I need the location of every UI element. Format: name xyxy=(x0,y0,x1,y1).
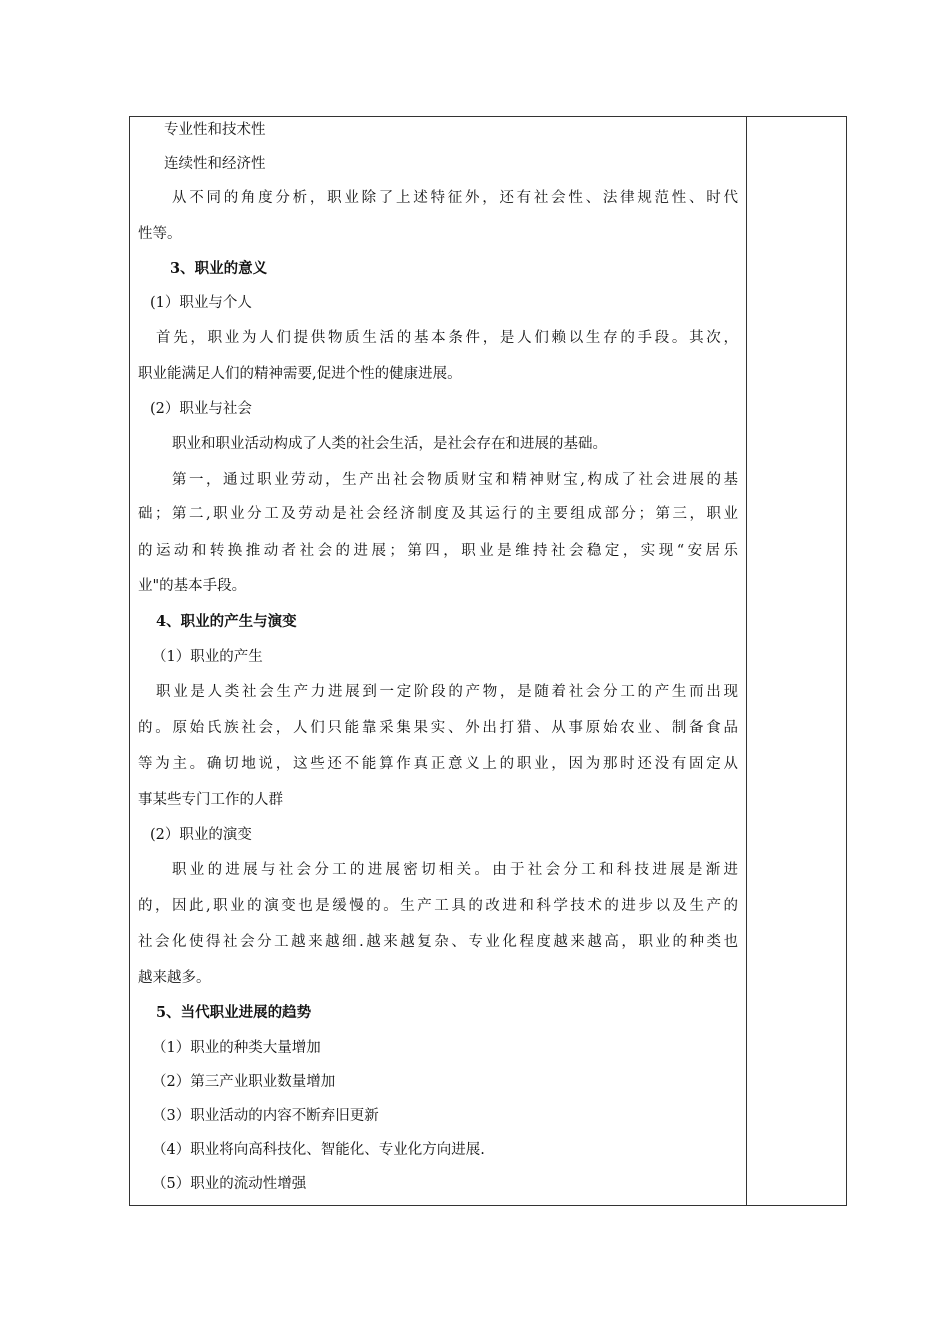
text-line: 越来越多。 xyxy=(138,970,211,986)
text-line: 职业能满足人们的精神需要,促进个性的健康进展。 xyxy=(138,366,462,382)
text-line: 从不同的角度分析，职业除了上述特征外，还有社会性、法律规范性、时代 xyxy=(172,190,738,206)
text-line: 的，因此,职业的演变也是缓慢的。生产工具的改进和科学技术的进步以及生产的 xyxy=(138,898,738,914)
text-line: 第一，通过职业劳动，生产出社会物质财宝和精神财宝,构成了社会进展的基 xyxy=(172,472,738,488)
text-line: (1）职业与个人 xyxy=(150,295,252,311)
section-heading: 4、职业的产生与演变 xyxy=(156,613,297,630)
text-line: （5）职业的流动性增强 xyxy=(152,1176,307,1192)
text-line: (2）职业的演变 xyxy=(150,827,252,843)
text-line: （3）职业活动的内容不断弃旧更新 xyxy=(152,1108,379,1124)
text-line: 业"的基本手段。 xyxy=(138,578,247,594)
text-line: 的运动和转换推动者社会的进展；第四，职业是维持社会稳定，实现“安居乐 xyxy=(138,543,738,559)
text-line: (2）职业与社会 xyxy=(150,401,252,417)
text-line: 的。原始氏族社会，人们只能靠采集果实、外出打猎、从事原始农业、制备食品 xyxy=(138,720,738,736)
text-line: 事某些专门工作的人群 xyxy=(138,792,283,808)
text-line: 等为主。确切地说，这些还不能算作真正意义上的职业，因为那时还没有固定从 xyxy=(138,756,738,772)
text-line: 职业是人类社会生产力进展到一定阶段的产物，是随着社会分工的产生而出现 xyxy=(156,684,738,700)
text-line: 础；第二,职业分工及劳动是社会经济制度及其运行的主要组成部分；第三，职业 xyxy=(138,506,738,522)
text-line: 职业的进展与社会分工的进展密切相关。由于社会分工和科技进展是渐进 xyxy=(172,862,738,878)
text-line: 社会化使得社会分工越来越细.越来越复杂、专业化程度越来越高，职业的种类也 xyxy=(138,934,738,950)
column-divider xyxy=(746,116,747,1206)
text-line: （2）第三产业职业数量增加 xyxy=(152,1074,336,1090)
text-line: （4）职业将向高科技化、智能化、专业化方向进展. xyxy=(152,1142,485,1158)
text-line: 首先，职业为人们提供物质生活的基本条件，是人们赖以生存的手段。其次， xyxy=(156,330,738,346)
text-line: 专业性和技术性 xyxy=(164,122,266,138)
section-heading: 5、当代职业进展的趋势 xyxy=(156,1004,312,1021)
section-heading: 3、职业的意义 xyxy=(170,260,268,277)
text-line: （1）职业的种类大量增加 xyxy=(152,1040,321,1056)
text-line: 连续性和经济性 xyxy=(164,156,266,172)
text-line: 性等。 xyxy=(138,226,182,242)
text-line: 职业和职业活动构成了人类的社会生活，是社会存在和进展的基础。 xyxy=(172,436,607,452)
text-line: （1）职业的产生 xyxy=(152,649,263,665)
